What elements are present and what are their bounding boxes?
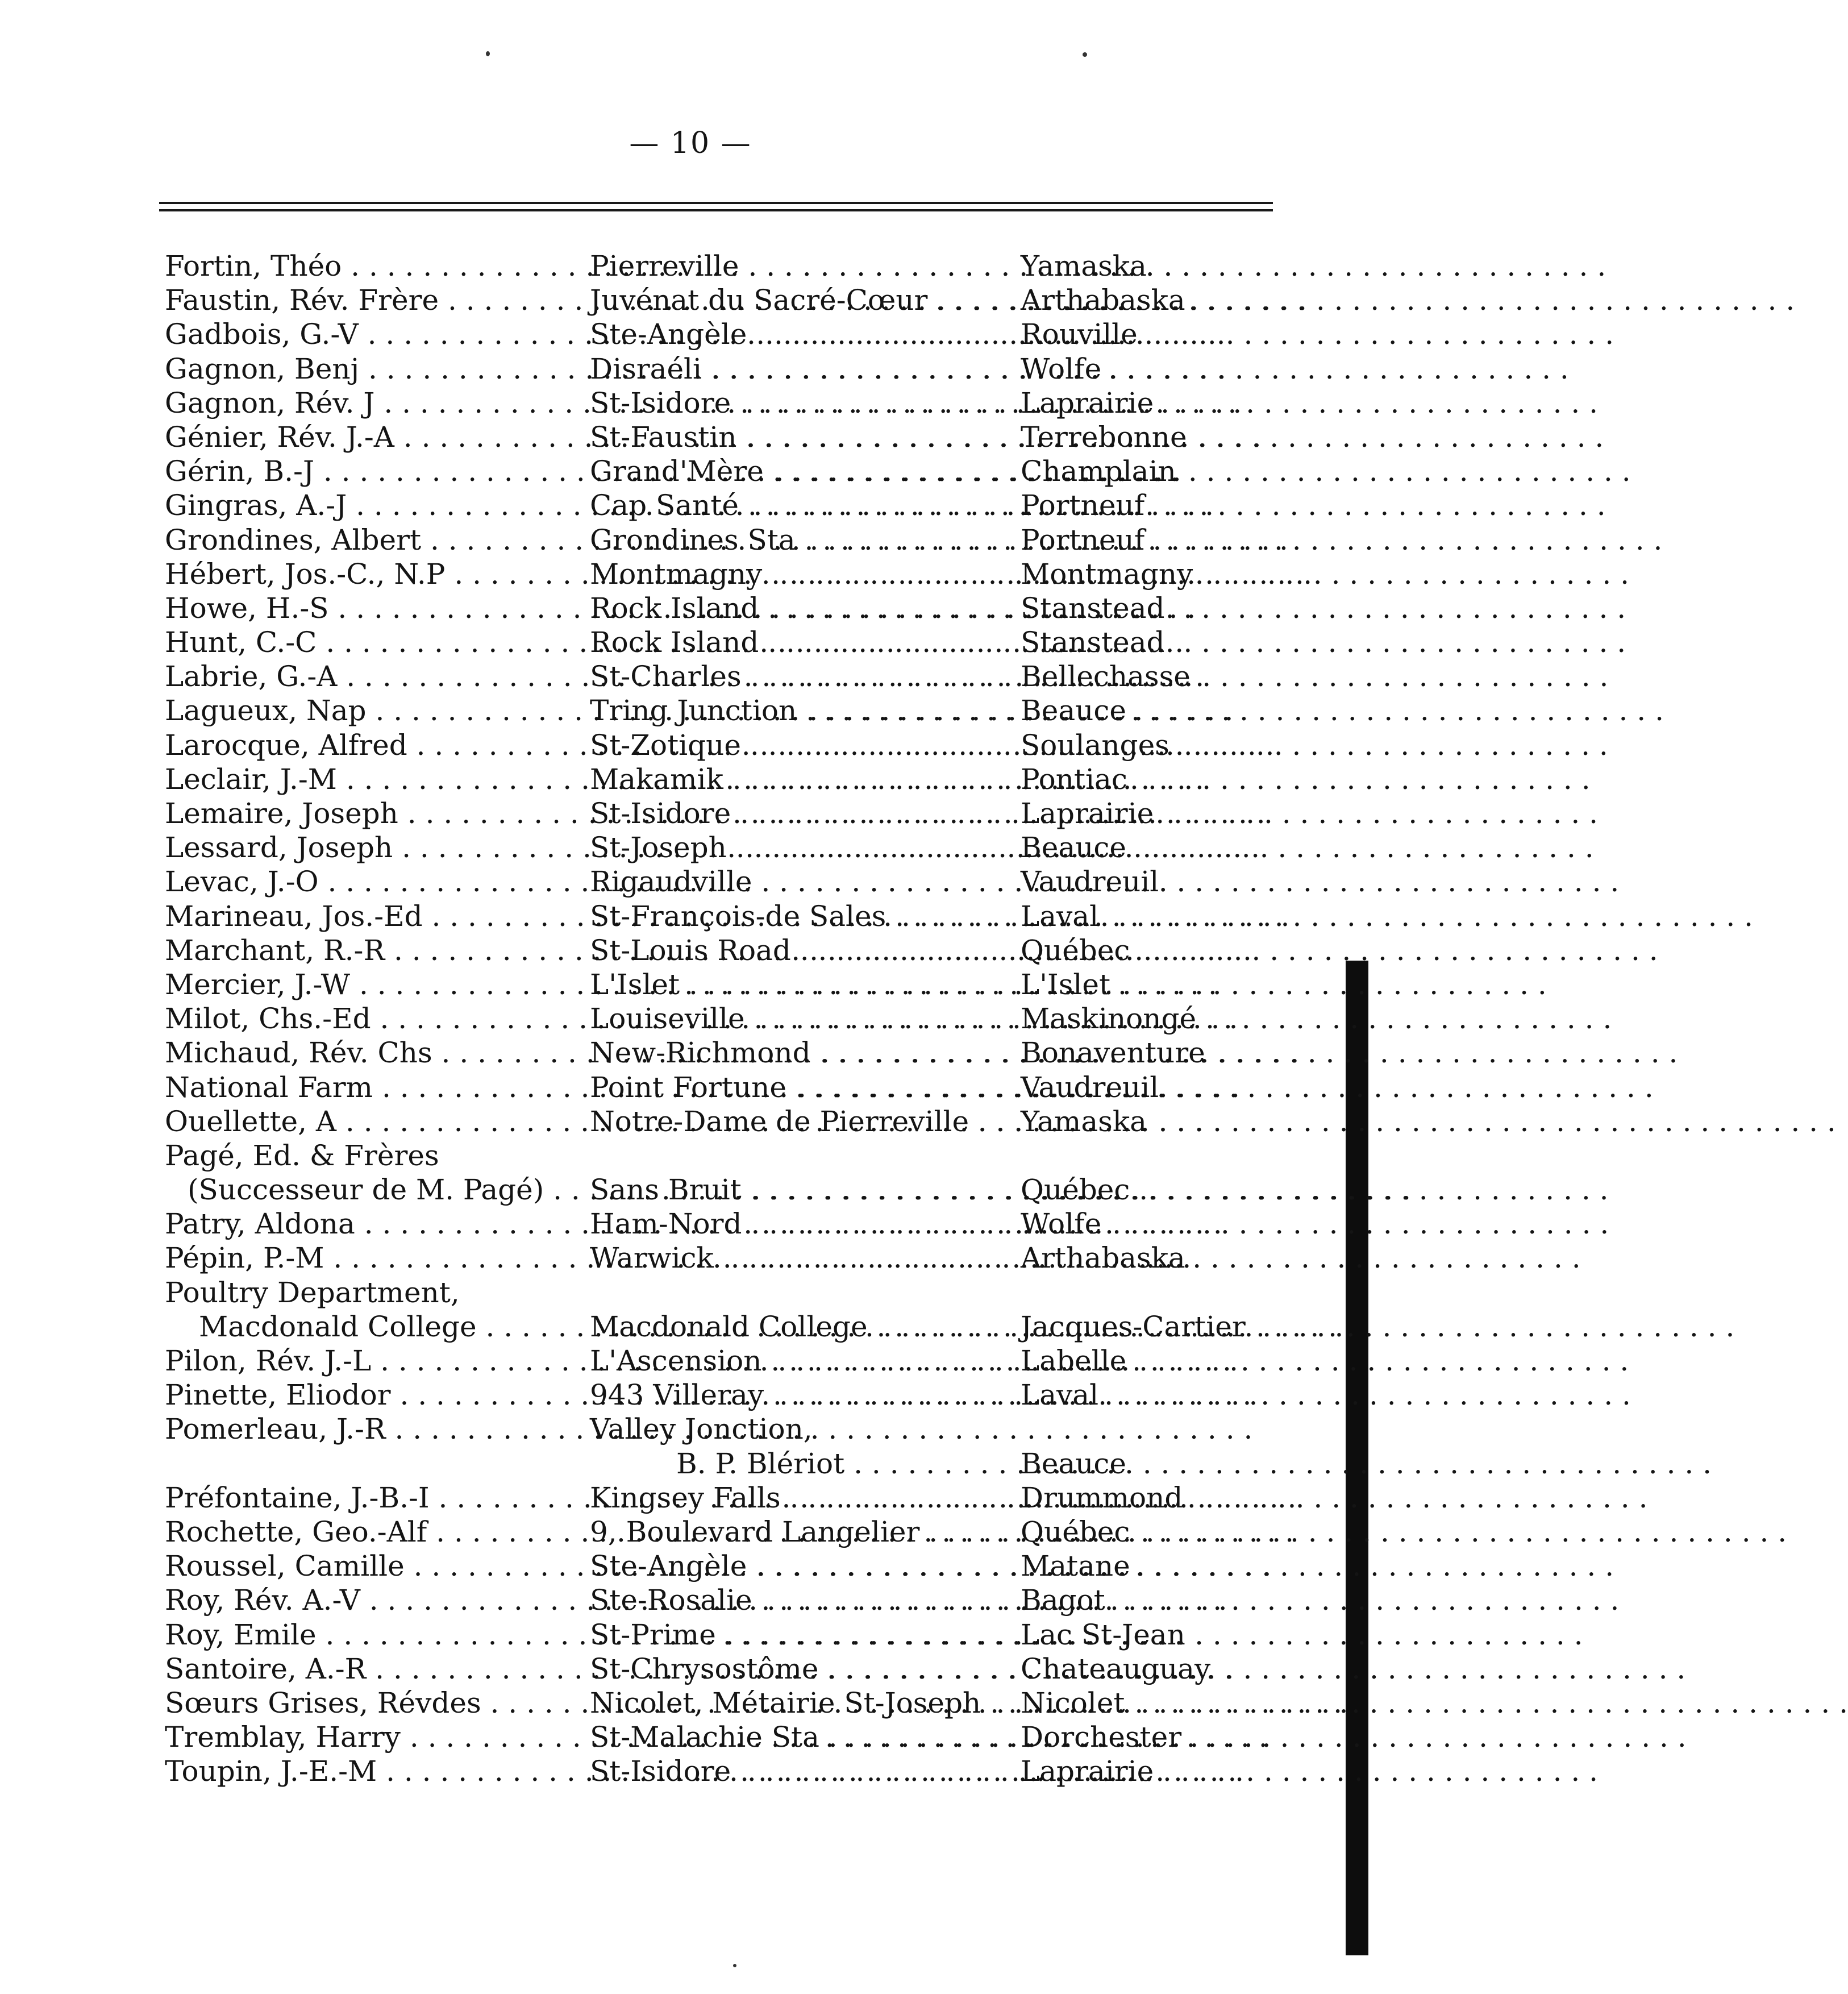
entry-name: Levac, J.-O . . . bbox=[165, 865, 590, 899]
list-item bbox=[0, 865, 1381, 899]
entry-place: L'Islet . . . bbox=[590, 967, 1021, 1002]
entry-county: Bonaventure bbox=[1021, 1036, 1205, 1070]
entry-county: Rouville bbox=[1021, 318, 1138, 351]
list-item bbox=[0, 1036, 1381, 1070]
entry-place: New-Richmond . . . bbox=[590, 1036, 1021, 1070]
entry-county: Pontiac bbox=[1021, 762, 1127, 796]
entry-place: St-Faustin . . . bbox=[590, 420, 1021, 454]
entry-place: 943 Villeray . . . bbox=[590, 1378, 1021, 1412]
entry-place: St-Charles . . . bbox=[590, 659, 1021, 693]
list-item bbox=[0, 933, 1381, 967]
entry-county: Stanstead bbox=[1021, 591, 1165, 625]
list-item bbox=[0, 488, 1381, 522]
list-item bbox=[0, 830, 1381, 865]
entry-county: Québec bbox=[1021, 1515, 1130, 1548]
entry-place: St-Chrysostôme . . . bbox=[590, 1652, 1021, 1686]
entry-name: Génier, Rév. J.-A . . . bbox=[165, 420, 590, 454]
entry-place: St-Isidore . . . bbox=[590, 1754, 1021, 1788]
entry-place: St-Joseph . . . bbox=[590, 830, 1021, 865]
entry-place: Louiseville . . . bbox=[590, 1002, 1021, 1036]
entry-name: Labrie, G.-A . . . bbox=[165, 659, 590, 693]
list-item bbox=[0, 796, 1381, 830]
list-item bbox=[0, 1002, 1381, 1036]
entry-county: Terrebonne bbox=[1021, 420, 1187, 454]
entry-place: St-Zotique . . . bbox=[590, 728, 1021, 762]
list-item bbox=[0, 1754, 1381, 1788]
entry-county: Beauce bbox=[1021, 831, 1126, 865]
page-number: — 10 — bbox=[629, 126, 752, 160]
entry-name: Pilon, Rév. J.-L . . . bbox=[165, 1344, 590, 1378]
entry-name: Larocque, Alfred . . . bbox=[165, 728, 590, 762]
entry-county: Matane bbox=[1021, 1549, 1130, 1583]
entry-county: Laprairie bbox=[1021, 1755, 1154, 1788]
entry-name: Gingras, A.-J . . . bbox=[165, 488, 590, 522]
list-item bbox=[0, 1173, 1381, 1207]
entry-place: Rock Island . . . bbox=[590, 625, 1021, 659]
entry-name: Howe, H.-S . . . bbox=[165, 591, 590, 625]
entry-place: Montmagny . . . bbox=[590, 557, 1021, 591]
list-item bbox=[0, 1549, 1381, 1583]
entry-place: Pierreville . . . bbox=[590, 249, 1021, 283]
header-rule-bottom bbox=[159, 209, 1273, 211]
entry-place: Ste-Angèle . . . bbox=[590, 1549, 1021, 1583]
entry-name: Hunt, C.-C . . . bbox=[165, 625, 590, 659]
entry-county: Arthabaska bbox=[1021, 284, 1185, 317]
entry-name: Rochette, Geo.-Alf . . . bbox=[165, 1515, 590, 1549]
entry-name: Gagnon, Benj . . . bbox=[165, 352, 590, 386]
entry-name: Poultry Department, bbox=[165, 1276, 460, 1309]
entry-name: Tremblay, Harry . . . bbox=[165, 1720, 590, 1754]
list-item bbox=[0, 693, 1381, 728]
entry-name: Hébert, Jos.-C., N.P . . . bbox=[165, 557, 590, 591]
entry-place: Notre-Dame de Pierreville . . . bbox=[590, 1104, 1021, 1139]
entry-name: Préfontaine, J.-B.-I . . . bbox=[165, 1481, 590, 1515]
list-item bbox=[0, 1104, 1381, 1139]
list-item bbox=[0, 762, 1381, 796]
entry-name: Roussel, Camille . . . bbox=[165, 1549, 590, 1583]
entry-place: Grand'Mère . . . bbox=[590, 454, 1021, 488]
entry-county: L'Islet bbox=[1021, 967, 1111, 1001]
list-item bbox=[0, 1070, 1381, 1104]
entry-county: Labelle bbox=[1021, 1344, 1127, 1377]
list-item bbox=[0, 454, 1381, 488]
entry-place: 9, Boulevard Langelier . . . bbox=[590, 1515, 1021, 1549]
entry-county: Laprairie bbox=[1021, 386, 1154, 419]
entry-county: Beauce bbox=[1021, 694, 1126, 728]
entry-name: National Farm . . . bbox=[165, 1070, 590, 1104]
entry-county: Jacques-Cartier bbox=[1021, 1310, 1246, 1343]
list-item bbox=[0, 1618, 1381, 1652]
entry-county: Laprairie bbox=[1021, 797, 1154, 830]
entry-county: Wolfe bbox=[1021, 1207, 1102, 1241]
list-item bbox=[0, 249, 1381, 283]
print-speck bbox=[733, 1964, 736, 1967]
entry-place: St-Prime . . . bbox=[590, 1618, 1021, 1652]
entry-name: (Successeur de M. Pagé) . . . bbox=[165, 1173, 613, 1207]
list-item bbox=[0, 283, 1381, 317]
entry-place: Kingsey Falls . . . bbox=[590, 1481, 1021, 1515]
list-item bbox=[0, 1481, 1381, 1515]
entry-name: Gérin, B.-J . . . bbox=[165, 454, 590, 488]
entry-county: Vaudreuil bbox=[1021, 1070, 1159, 1104]
entry-place: St-Isidore . . . bbox=[590, 386, 1021, 420]
entry-name: Michaud, Rév. Chs . . . bbox=[165, 1036, 590, 1070]
entry-place: Ste-Rosalie . . . bbox=[590, 1583, 1021, 1617]
list-item bbox=[0, 1344, 1381, 1378]
list-item bbox=[0, 1378, 1381, 1412]
entry-place: Ham-Nord . . . bbox=[590, 1207, 1021, 1241]
entry-place: Cap Santé . . . bbox=[590, 488, 1021, 522]
entry-place: Nicolet, Métairie St-Joseph . . . bbox=[590, 1686, 1021, 1720]
list-item bbox=[0, 1720, 1381, 1754]
entry-county: Bagot bbox=[1021, 1584, 1105, 1617]
list-item bbox=[0, 523, 1381, 557]
list-item bbox=[0, 1207, 1381, 1241]
entry-name: Leclair, J.-M . . . bbox=[165, 762, 590, 796]
entry-county: Québec bbox=[1021, 933, 1130, 967]
entry-place: Sans Bruit . . . bbox=[590, 1173, 1021, 1207]
entry-name: Roy, Rév. A.-V . . . bbox=[165, 1583, 590, 1617]
entry-place: Ste-Angèle . . . bbox=[590, 317, 1021, 351]
entry-place: B. P. Blériot . . . bbox=[676, 1447, 1021, 1481]
header-rule-top bbox=[159, 202, 1273, 204]
entry-name: Gagnon, Rév. J . . . bbox=[165, 386, 590, 420]
entry-county: Lac St-Jean bbox=[1021, 1618, 1185, 1651]
entry-county: Drummond bbox=[1021, 1481, 1183, 1514]
entry-place: Rock Island . . . bbox=[590, 591, 1021, 625]
entry-place: Juvénat du Sacré-Cœur . . . bbox=[590, 283, 1021, 317]
list-item bbox=[0, 591, 1381, 625]
entry-county: Maskinongé bbox=[1021, 1002, 1197, 1036]
list-item bbox=[0, 1310, 1381, 1344]
entry-name: Gadbois, G.-V . . . bbox=[165, 317, 590, 351]
list-item bbox=[0, 420, 1381, 454]
entry-county: Québec... bbox=[1021, 1173, 1158, 1207]
entry-county: Vaudreuil bbox=[1021, 865, 1159, 899]
entry-place: Point Fortune . . . bbox=[590, 1070, 1021, 1104]
entry-place: Makamik . . . bbox=[590, 762, 1021, 796]
entry-county: Yamaska bbox=[1021, 1104, 1147, 1138]
entry-place: Disraéli . . . bbox=[590, 352, 1021, 386]
list-item bbox=[0, 899, 1381, 933]
list-item bbox=[0, 1583, 1381, 1617]
entry-name: Pépin, P.-M . . . bbox=[165, 1241, 590, 1275]
list-item bbox=[0, 1686, 1381, 1720]
entry-county: Laval bbox=[1021, 899, 1099, 933]
entry-name: Toupin, J.-E.-M . . . bbox=[165, 1754, 590, 1788]
entry-name: Ouellette, A . . . bbox=[165, 1104, 590, 1139]
entry-name: Mercier, J.-W . . . bbox=[165, 967, 590, 1002]
list-item bbox=[0, 967, 1381, 1002]
print-speck bbox=[486, 51, 490, 56]
list-item bbox=[0, 625, 1381, 659]
entry-place: Rigaudville . . . bbox=[590, 865, 1021, 899]
entry-name: Fortin, Théo . . . bbox=[165, 249, 590, 283]
list-item bbox=[0, 386, 1381, 420]
list-item bbox=[0, 659, 1381, 693]
list-item bbox=[0, 1447, 1381, 1481]
entry-place: Tring Junction . . . bbox=[590, 693, 1021, 728]
entry-place: Warwick . . . bbox=[590, 1241, 1021, 1275]
list-item bbox=[0, 352, 1381, 386]
entry-county: Montmagny bbox=[1021, 557, 1193, 591]
entry-name: Pinette, Eliodor . . . bbox=[165, 1378, 590, 1412]
entry-name: Roy, Emile . . . bbox=[165, 1618, 590, 1652]
entry-place: St-Louis Road . . . bbox=[590, 933, 1021, 967]
list-item bbox=[0, 1241, 1381, 1275]
entry-name: Marineau, Jos.-Ed . . . bbox=[165, 899, 590, 933]
entry-name: Lagueux, Nap . . . bbox=[165, 693, 590, 728]
entry-county: Soulanges bbox=[1021, 728, 1169, 762]
entry-county: Portneuf bbox=[1021, 523, 1145, 556]
entry-place: St-Malachie Sta . . . bbox=[590, 1720, 1021, 1754]
entry-county: Nicolet bbox=[1021, 1686, 1125, 1719]
entry-place: Macdonald College . . . bbox=[590, 1310, 1021, 1344]
entry-county: Stanstead bbox=[1021, 626, 1165, 659]
list-item bbox=[0, 317, 1381, 351]
entry-place: Grondines Sta . . . bbox=[590, 523, 1021, 557]
entry-county: Yamaska bbox=[1021, 250, 1147, 283]
list-item bbox=[0, 1412, 1381, 1446]
list-item bbox=[0, 1652, 1381, 1686]
entry-county: Portneuf bbox=[1021, 489, 1145, 522]
directory-list bbox=[0, 249, 1381, 1788]
entry-name: Milot, Chs.-Ed . . . bbox=[165, 1002, 590, 1036]
entry-name: Macdonald College . . . bbox=[165, 1310, 624, 1344]
list-item bbox=[0, 1139, 1381, 1173]
entry-county: Champlain bbox=[1021, 455, 1176, 488]
entry-name: Lessard, Joseph . . . bbox=[165, 830, 590, 865]
entry-county: Wolfe bbox=[1021, 352, 1102, 385]
entry-county: Laval bbox=[1021, 1378, 1099, 1412]
entry-name: Grondines, Albert . . . bbox=[165, 523, 590, 557]
entry-place: L'Ascension . . . bbox=[590, 1344, 1021, 1378]
entry-county: Bellechasse bbox=[1021, 660, 1191, 693]
entry-place: Valley Jonction, bbox=[590, 1413, 813, 1446]
list-item bbox=[0, 728, 1381, 762]
entry-county: Chateauguay bbox=[1021, 1652, 1211, 1685]
entry-name: Santoire, A.-R . . . bbox=[165, 1652, 590, 1686]
entry-place: St-Isidore . . . bbox=[590, 796, 1021, 830]
entry-name: Sœurs Grises, Révdes . . . bbox=[165, 1686, 590, 1720]
entry-county: Arthabaska bbox=[1021, 1241, 1185, 1275]
entry-county: Dorchester bbox=[1021, 1721, 1182, 1754]
entry-name: Pomerleau, J.-R . . . bbox=[165, 1412, 590, 1446]
entry-place: St-François-de Sales . . . bbox=[590, 899, 1021, 933]
entry-name: Pagé, Ed. & Frères bbox=[165, 1139, 439, 1172]
entry-county: Beauce bbox=[1021, 1447, 1126, 1480]
list-item bbox=[0, 1515, 1381, 1549]
entry-name: Patry, Aldona . . . bbox=[165, 1207, 590, 1241]
entry-name: Faustin, Rév. Frère . . . bbox=[165, 283, 590, 317]
entry-name: Marchant, R.-R . . . bbox=[165, 933, 590, 967]
list-item bbox=[0, 1276, 1381, 1310]
list-item bbox=[0, 557, 1381, 591]
entry-name: Lemaire, Joseph . . . bbox=[165, 796, 590, 830]
print-speck bbox=[1083, 52, 1087, 57]
